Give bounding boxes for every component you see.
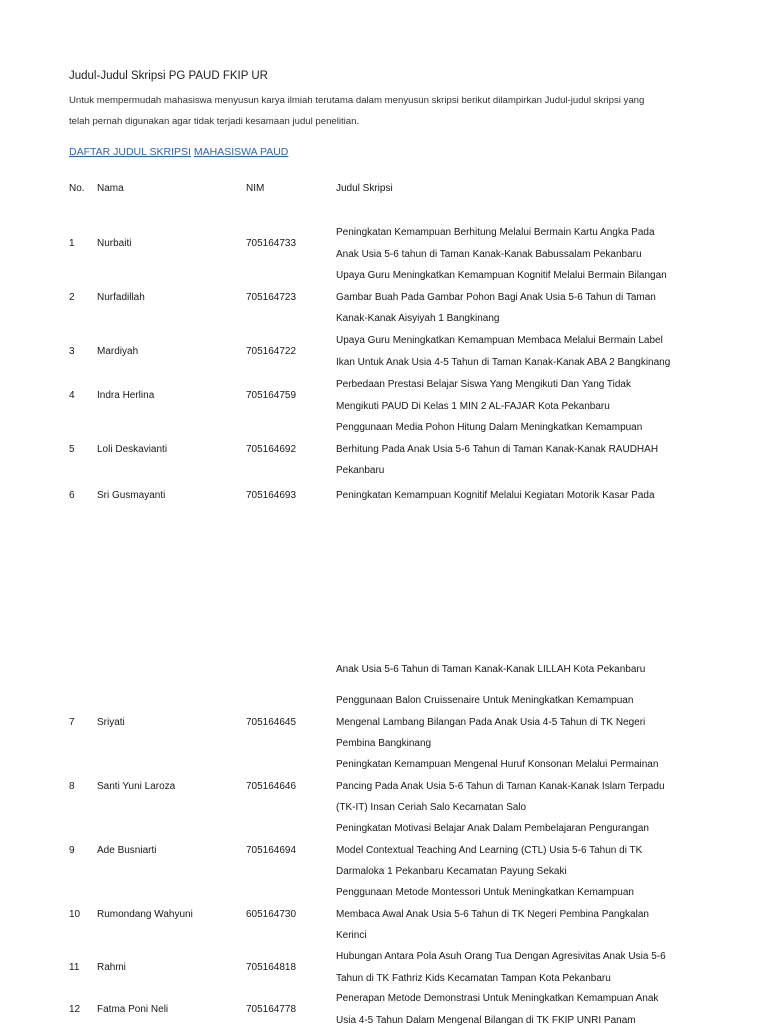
row-number: 2 <box>69 291 75 303</box>
thesis-title-line: Peningkatan Kemampuan Berhitung Melalui Bermain Kartu Angka Pada <box>336 227 655 238</box>
student-nim: 705164694 <box>246 844 297 856</box>
intro-line-2: telah pernah digunakan agar tidak terjadi kesamaan judul penelitian. <box>69 116 360 127</box>
thesis-title-line: Upaya Guru Meningkatkan Kemampuan Membaca Melalui Bermain Label <box>336 335 663 346</box>
thesis-title-line: Membaca Awal Anak Usia 5-6 Tahun di TK Negeri Pembina Pangkalan <box>336 908 649 920</box>
row-number: 5 <box>69 443 75 455</box>
row-number: 9 <box>69 844 75 856</box>
thesis-title-line: Penerapan Metode Demonstrasi Untuk Meningkatkan Kemampuan Anak <box>336 993 659 1004</box>
thesis-title-line: Mengikuti PAUD Di Kelas 1 MIN 2 AL-FAJAR Kota Pekanbaru <box>336 400 610 412</box>
thesis-title-line: Pancing Pada Anak Usia 5-6 Tahun di Taman Kanak-Kanak Islam Terpadu <box>336 780 665 792</box>
thesis-title-line: Peningkatan Motivasi Belajar Anak Dalam Pembelajaran Pengurangan <box>336 823 649 834</box>
row-number: 7 <box>69 716 75 728</box>
row-number: 8 <box>69 780 75 792</box>
thesis-title-line: Model Contextual Teaching And Learning (CTL) Usia 5-6 Tahun di TK <box>336 844 643 856</box>
row-number: 11 <box>69 961 80 973</box>
thesis-title-line: Anak Usia 5-6 Tahun di Taman Kanak-Kanak LILLAH Kota Pekanbaru <box>336 664 646 675</box>
thesis-title-line: Penggunaan Metode Montessori Untuk Meningkatkan Kemampuan <box>336 887 634 898</box>
list-link-part-2[interactable]: MAHASISWA PAUD <box>193 146 289 158</box>
student-name: Ade Busniarti <box>97 844 157 856</box>
row-number: 6 <box>69 490 75 501</box>
list-link[interactable] <box>69 146 288 158</box>
thesis-title-line: Kanak-Kanak Aisyiyah 1 Bangkinang <box>336 313 500 324</box>
student-name: Rahmi <box>97 961 126 973</box>
student-name: Sri Gusmayanti <box>97 490 166 501</box>
page-title: Judul-Judul Skripsi PG PAUD FKIP UR <box>69 70 268 82</box>
student-name: Mardiyah <box>97 345 139 357</box>
student-nim: 705164733 <box>246 237 297 249</box>
header-nama: Nama <box>97 183 124 194</box>
intro-line-1: Untuk mempermudah mahasiswa menyusun karya ilmiah terutama dalam menyusun skripsi berikut dilampirkan Judul-judul skripsi yang <box>69 95 645 106</box>
student-nim: 605164730 <box>246 908 297 920</box>
student-nim: 705164646 <box>246 780 297 792</box>
thesis-title-line: Peningkatan Kemampuan Kognitif Melalui Kegiatan Motorik Kasar Pada <box>336 490 655 501</box>
student-nim: 705164778 <box>246 1003 297 1015</box>
student-nim: 705164722 <box>246 345 297 357</box>
thesis-title-line: Gambar Buah Pada Gambar Pohon Bagi Anak Usia 5-6 Tahun di Taman <box>336 291 656 303</box>
thesis-title-line: Darmaloka 1 Pekanbaru Kecamatan Payung Sekaki <box>336 866 567 877</box>
thesis-title-line: Tahun di TK Fathriz Kids Kecamatan Tampan Kota Pekanbaru <box>336 972 611 984</box>
student-nim: 705164759 <box>246 389 297 401</box>
thesis-title-line: Penggunaan Media Pohon Hitung Dalam Meningkatkan Kemampuan <box>336 422 643 433</box>
header-nim: NIM <box>246 183 265 194</box>
thesis-title-line: Mengenal Lambang Bilangan Pada Anak Usia 4-5 Tahun di TK Negeri <box>336 716 646 728</box>
student-name: Nurfadillah <box>97 291 145 303</box>
thesis-title-line: Hubungan Antara Pola Asuh Orang Tua Dengan Agresivitas Anak Usia 5-6 <box>336 951 666 962</box>
student-name: Nurbaiti <box>97 237 132 249</box>
thesis-title-line: (TK-IT) Insan Ceriah Salo Kecamatan Salo <box>336 802 527 813</box>
thesis-title-line: Perbedaan Prestasi Belajar Siswa Yang Mengikuti Dan Yang Tidak <box>336 379 631 390</box>
thesis-title-line: Usia 4-5 Tahun Dalam Mengenal Bilangan di TK FKIP UNRI Panam <box>336 1014 636 1026</box>
student-name: Indra Herlina <box>97 389 155 401</box>
list-link-part-1[interactable]: DAFTAR JUDUL SKRIPSI <box>69 146 191 158</box>
student-name: Fatma Poni Neli <box>97 1003 169 1015</box>
thesis-title-line: Anak Usia 5-6 tahun di Taman Kanak-Kanak Babussalam Pekanbaru <box>336 248 642 260</box>
student-name: Sriyati <box>97 716 125 728</box>
student-nim: 705164692 <box>246 443 297 455</box>
thesis-title-line: Kerinci <box>336 930 367 941</box>
thesis-title-line: Peningkatan Kemampuan Mengenal Huruf Konsonan Melalui Permainan <box>336 759 659 770</box>
student-nim: 705164693 <box>246 490 297 501</box>
student-nim: 705164645 <box>246 716 297 728</box>
student-name: Loli Deskavianti <box>97 443 168 455</box>
row-number: 3 <box>69 345 75 357</box>
row-number: 1 <box>69 237 75 249</box>
row-number: 10 <box>69 908 81 920</box>
thesis-title-line: Pekanbaru <box>336 465 385 476</box>
student-name: Santi Yuni Laroza <box>97 780 176 792</box>
row-number: 12 <box>69 1003 81 1015</box>
row-number: 4 <box>69 389 75 401</box>
thesis-title-line: Pembina Bangkinang <box>336 738 432 749</box>
header-judul: Judul Skripsi <box>336 183 393 194</box>
thesis-title-line: Penggunaan Balon Cruissenaire Untuk Meningkatkan Kemampuan <box>336 695 634 706</box>
student-nim: 705164818 <box>246 961 297 973</box>
thesis-title-line: Berhitung Pada Anak Usia 5-6 Tahun di Taman Kanak-Kanak RAUDHAH <box>336 443 659 455</box>
header-no: No. <box>69 183 85 194</box>
student-name: Rumondang Wahyuni <box>97 908 193 920</box>
thesis-title-line: Ikan Untuk Anak Usia 4-5 Tahun di Taman Kanak-Kanak ABA 2 Bangkinang <box>336 356 671 368</box>
thesis-title-line: Upaya Guru Meningkatkan Kemampuan Kognitif Melalui Bermain Bilangan <box>336 270 667 281</box>
student-nim: 705164723 <box>246 291 297 303</box>
